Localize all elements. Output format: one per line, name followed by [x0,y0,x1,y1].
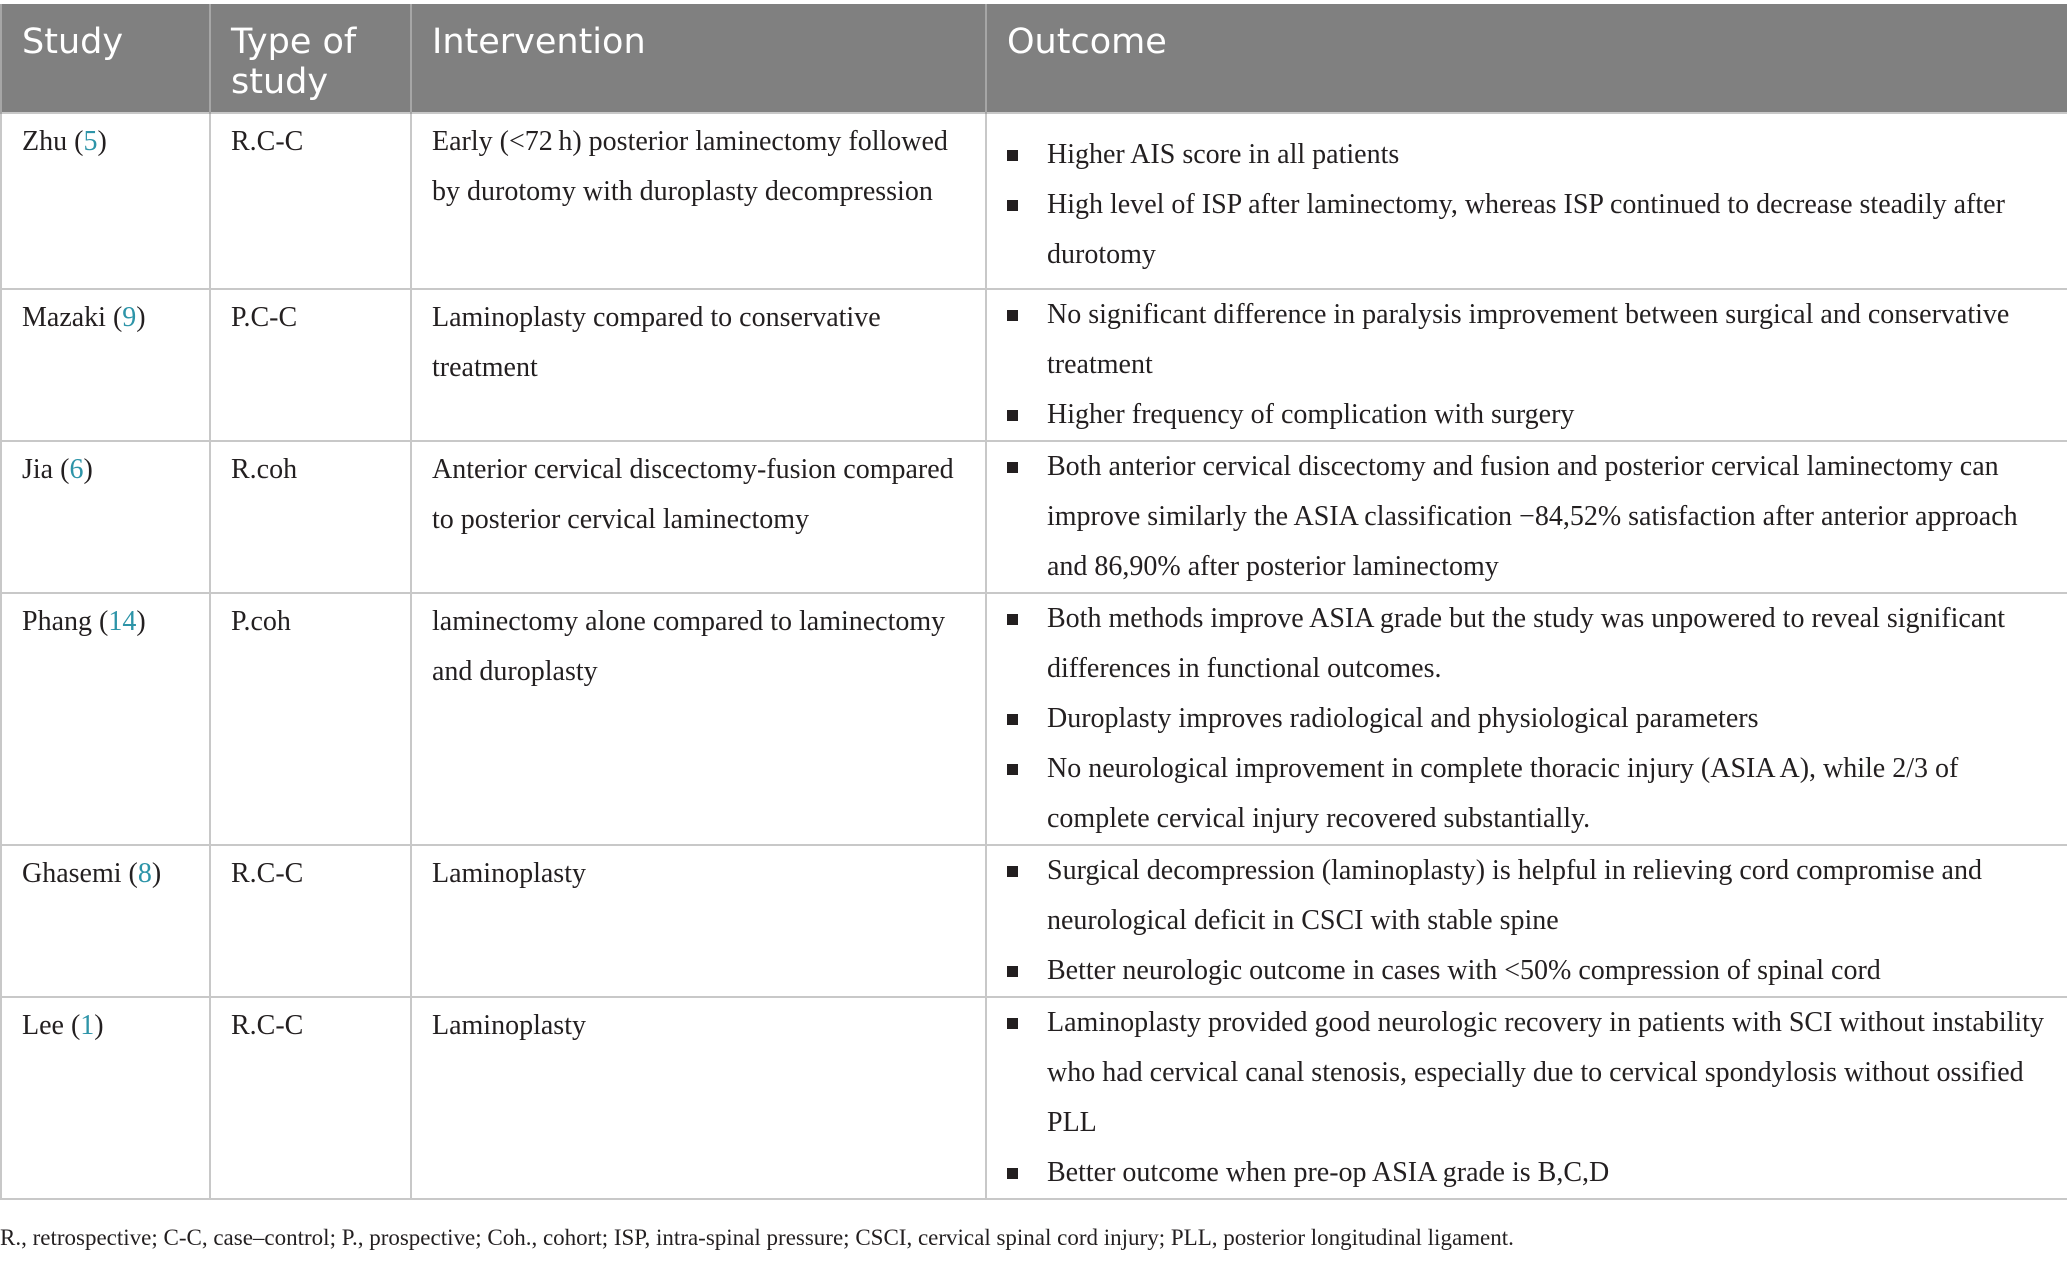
outcome-cell [986,289,2067,441]
reference-link[interactable]: 6 [69,454,84,485]
outcome-text: Both anterior cervical discectomy and fusion and posterior cervical laminectomy can improve similarly the ASIA classification −84,52% satisfaction after anterior approach and 86,90% after posterior laminectomy [1047,451,2018,582]
study-type-cell: R.coh [210,441,411,593]
reference-link[interactable]: 14 [108,606,137,637]
bullet-square-icon [1007,200,1018,211]
table-row [1,441,2067,593]
outcome-item [1027,846,2051,946]
study-cell: Phang (14) [1,593,210,845]
outcome-text: Higher AIS score in all patients [1047,139,1400,170]
studies-table [0,4,2067,1200]
outcome-text: Better neurologic outcome in cases with <50% compression of spinal cord [1047,955,1881,986]
header-type-of-study: Type of study [210,4,411,113]
outcome-item [1027,1148,2051,1198]
reference-link[interactable]: 9 [122,302,137,333]
outcome-item [1027,442,2051,592]
table-row [1,845,2067,997]
bullet-square-icon [1007,866,1018,877]
outcome-text: Both methods improve ASIA grade but the study was unpowered to reveal significant differences in functional outcomes. [1047,603,2006,684]
outcome-item [1027,946,2051,996]
outcome-cell [986,997,2067,1199]
study-cell: Lee (1) [1,997,210,1199]
bullet-square-icon [1007,150,1018,161]
study-type-cell: R.C-C [210,845,411,997]
header-row [1,4,2067,113]
header-intervention: Intervention [411,4,986,113]
outcome-cell [986,441,2067,593]
table-row [1,113,2067,289]
bullet-square-icon [1007,462,1018,473]
study-name: Jia [22,454,54,485]
outcome-list [1007,290,2051,440]
bullet-square-icon [1007,614,1018,625]
study-name: Mazaki [22,302,106,333]
study-cell: Mazaki (9) [1,289,210,441]
outcome-item [1027,290,2051,390]
outcome-item [1027,694,2051,744]
outcome-list [1007,130,2051,280]
table-row [1,289,2067,441]
study-type-cell: P.C-C [210,289,411,441]
study-cell: Ghasemi (8) [1,845,210,997]
outcome-list [1007,998,2051,1198]
outcome-text: Better outcome when pre-op ASIA grade is B,C,D [1047,1157,1610,1188]
intervention-cell: laminectomy alone compared to laminectomy and duroplasty [411,593,986,845]
intervention-cell: Early (<72 h) posterior laminectomy followed by durotomy with duroplasty decompression [411,113,986,289]
outcome-item [1027,998,2051,1148]
outcome-text: Surgical decompression (laminoplasty) is helpful in relieving cord compromise and neurological deficit in CSCI with stable spine [1047,855,1982,936]
outcome-text: Higher frequency of complication with surgery [1047,399,1575,430]
outcome-text: No neurological improvement in complete thoracic injury (ASIA A), while 2/3 of complete cervical injury recovered substantially. [1047,753,1959,834]
bullet-square-icon [1007,764,1018,775]
intervention-cell: Laminoplasty [411,997,986,1199]
reference-link[interactable]: 1 [80,1010,95,1041]
outcome-cell [986,113,2067,289]
outcome-item [1027,744,2051,844]
outcome-list [1007,594,2051,844]
bullet-square-icon [1007,310,1018,321]
table-footnote: R., retrospective; C-C, case–control; P., prospective; Coh., cohort; ISP, intra-spinal pressure; CSCI, cervical spinal cord injury; PLL, posterior longitudinal ligament. [0,1225,1514,1250]
intervention-cell: Laminoplasty compared to conservative treatment [411,289,986,441]
outcome-item [1027,180,2051,280]
outcome-cell [986,593,2067,845]
outcome-list [1007,442,2051,592]
header-outcome: Outcome [986,4,2067,113]
outcome-list [1007,846,2051,996]
outcome-text: No significant difference in paralysis improvement between surgical and conservative treatment [1047,299,2010,380]
outcome-item [1027,390,2051,440]
outcome-text: Duroplasty improves radiological and physiological parameters [1047,703,1759,734]
outcome-item [1027,130,2051,180]
reference-link[interactable]: 5 [83,126,98,157]
study-name: Ghasemi [22,858,122,889]
outcome-cell [986,845,2067,997]
bullet-square-icon [1007,966,1018,977]
table-row [1,593,2067,845]
reference-link[interactable]: 8 [137,858,152,889]
bullet-square-icon [1007,410,1018,421]
study-name: Zhu [22,126,68,157]
study-name: Lee [22,1010,64,1041]
study-cell: Zhu (5) [1,113,210,289]
study-type-cell: R.C-C [210,997,411,1199]
header-study: Study [1,4,210,113]
bullet-square-icon [1007,714,1018,725]
table-row [1,997,2067,1199]
outcome-text: Laminoplasty provided good neurologic recovery in patients with SCI without instability who had cervical canal stenosis, especially due to cervical spondylosis without ossified PLL [1047,1007,2044,1138]
outcome-text: High level of ISP after laminectomy, whereas ISP continued to decrease steadily after durotomy [1047,189,2005,270]
study-name: Phang [22,606,92,637]
bullet-square-icon [1007,1168,1018,1179]
intervention-cell: Laminoplasty [411,845,986,997]
study-type-cell: R.C-C [210,113,411,289]
bullet-square-icon [1007,1018,1018,1029]
intervention-cell: Anterior cervical discectomy-fusion compared to posterior cervical laminectomy [411,441,986,593]
study-cell: Jia (6) [1,441,210,593]
study-type-cell: P.coh [210,593,411,845]
outcome-item [1027,594,2051,694]
